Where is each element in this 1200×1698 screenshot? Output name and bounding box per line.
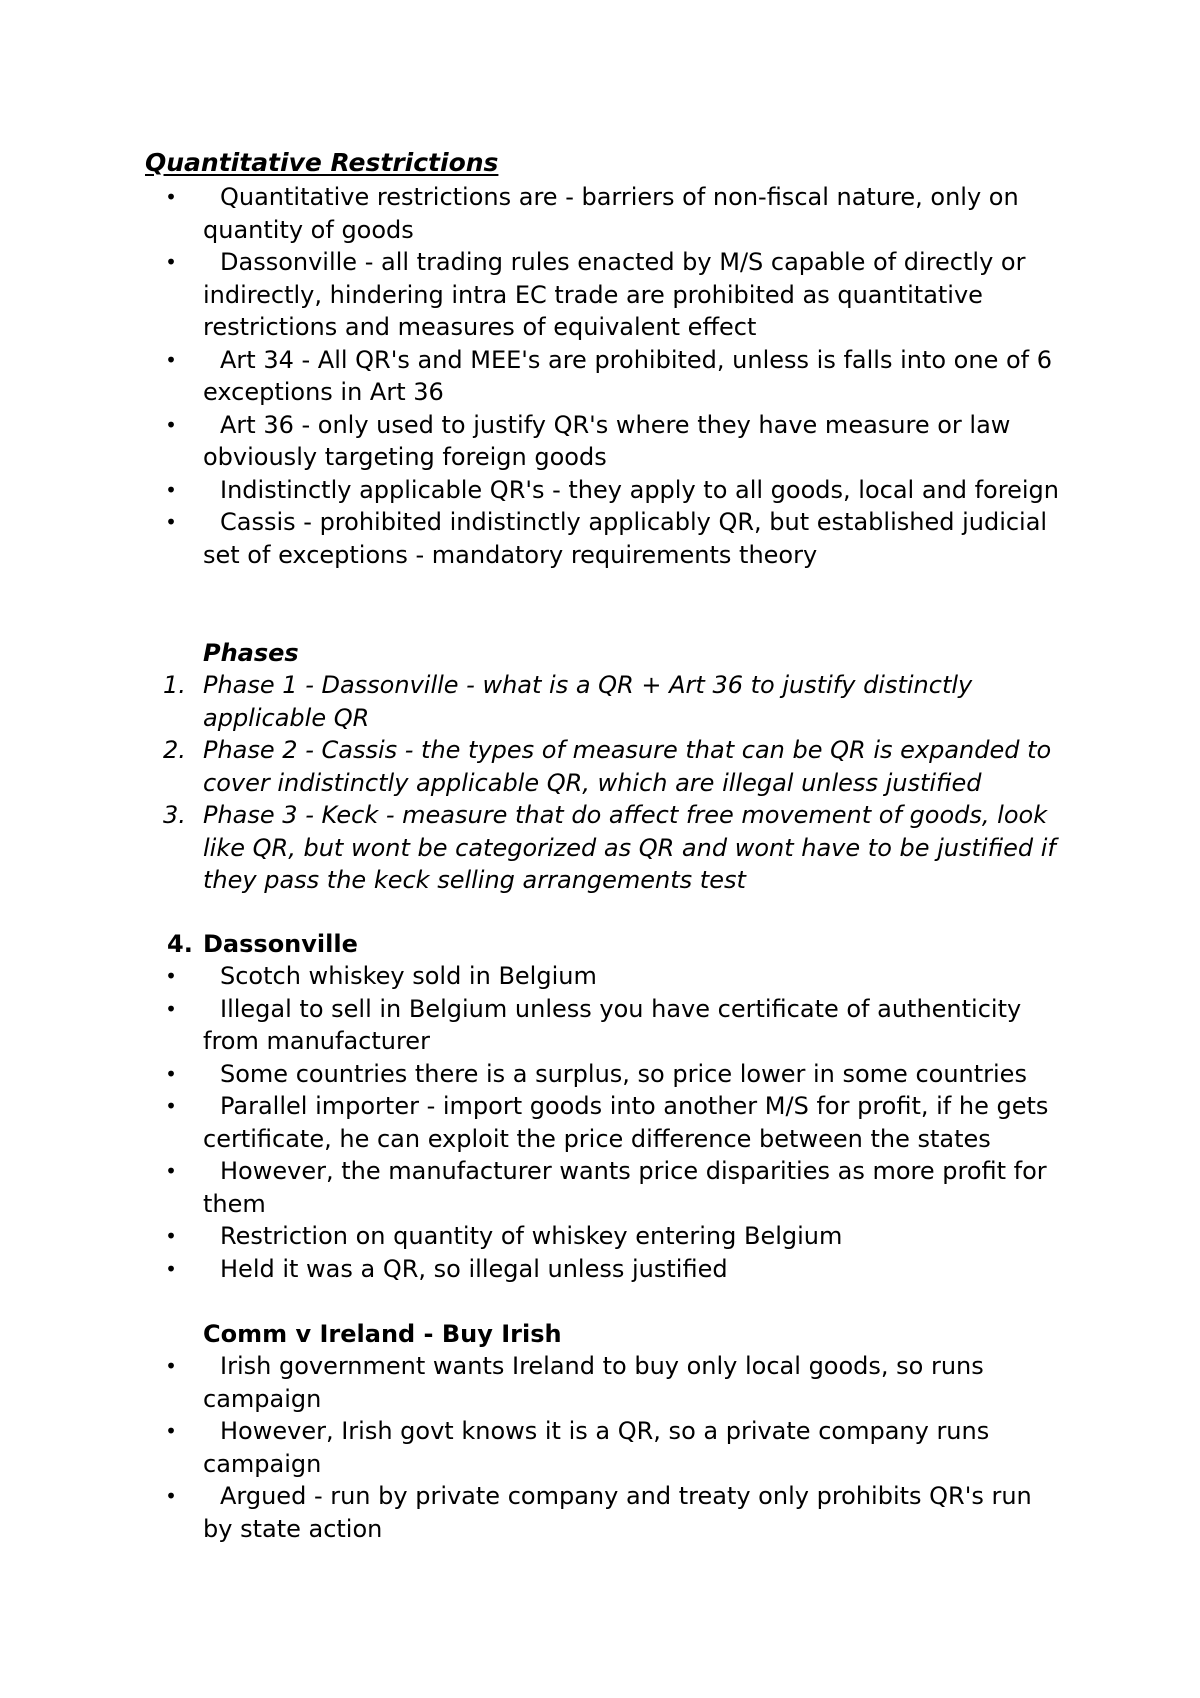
list-item: • Art 36 - only used to justify QR's where they have measure or law obviously targeting foreign goods (165, 410, 1011, 471)
list-item: 3. Phase 3 - Keck - measure that do affect free movement of goods, look like QR, but wont be categorized as QR and wont have to be justified if they pass the keck selling arrangements test (163, 801, 1056, 894)
bullet-icon: • (165, 1159, 177, 1183)
phases-heading: Phases (203, 639, 299, 667)
list-number: 1. (163, 671, 186, 699)
bullet-icon: • (165, 250, 177, 274)
list-item: • Held it was a QR, so illegal unless justified (0, 1253, 1068, 1286)
list-item: • Some countries there is a surplus, so price lower in some countries (0, 1058, 1068, 1091)
bullet-icon: • (165, 412, 177, 437)
section-number: 4. (167, 930, 193, 958)
bullet-icon: • (165, 1094, 177, 1118)
bullet-icon: • (165, 1061, 177, 1086)
list-item: • However, Irish govt knows it is a QR, so a private company runs campaign (165, 1417, 990, 1478)
dassonville-heading: 4. Dassonville (167, 930, 358, 958)
list-number: 3. (163, 801, 186, 829)
bullet-icon: • (165, 996, 177, 1021)
comm-ireland-bullet-list (0, 1350, 1200, 1545)
bullet-icon: • (165, 1354, 177, 1378)
list-item: • Indistinctly applicable QR's - they apply to all goods, local and foreign (0, 474, 1068, 507)
list-item: • Scotch whiskey sold in Belgium (0, 960, 1068, 993)
bullet-icon: • (165, 1419, 177, 1443)
bullet-icon: • (165, 510, 177, 534)
dassonville-bullet-list (0, 960, 1200, 1285)
list-item: • Cassis - prohibited indistinctly applicably QR, but established judicial set of exceptions - mandatory requirements theory (165, 508, 1048, 569)
list-item: • Argued - run by private company and treaty only prohibits QR's run by state action (165, 1482, 1032, 1543)
bullet-icon: • (165, 1256, 177, 1281)
intro-bullet-list (0, 181, 1200, 571)
list-item: • Art 34 - All QR's and MEE's are prohibited, unless is falls into one of 6 exceptions in Art 36 (165, 345, 1052, 406)
list-item: • Restriction on quantity of whiskey entering Belgium (0, 1220, 1068, 1253)
page-title: Quantitative Restrictions (145, 148, 499, 177)
list-item: 2. Phase 2 - Cassis - the types of measure that can be QR is expanded to cover indistinctly applicable QR, which are illegal unless justified (163, 736, 1052, 797)
bullet-icon: • (165, 964, 177, 988)
list-item: • Parallel importer - import goods into another M/S for profit, if he gets certificate, he can exploit the price difference between the states (165, 1092, 1049, 1153)
list-item: • Irish government wants Ireland to buy only local goods, so runs campaign (165, 1352, 984, 1413)
bullet-icon: • (165, 185, 177, 209)
list-item: • Quantitative restrictions are - barriers of non-fiscal nature, only on quantity of goods (165, 183, 1019, 244)
list-item: 1. Phase 1 - Dassonville - what is a QR + Art 36 to justify distinctly applicable QR (163, 671, 973, 732)
list-number: 2. (163, 736, 186, 764)
list-item: • However, the manufacturer wants price disparities as more profit for them (165, 1157, 1047, 1218)
comm-ireland-heading: Comm v Ireland - Buy Irish (203, 1320, 562, 1348)
list-item: • Illegal to sell in Belgium unless you have certificate of authenticity from manufacturer (165, 994, 1022, 1055)
bullet-icon: • (165, 477, 177, 502)
bullet-icon: • (165, 347, 177, 372)
bullet-icon: • (165, 1224, 177, 1248)
list-item: • Dassonville - all trading rules enacted by M/S capable of directly or indirectly, hindering intra EC trade are prohibited as quantitative restrictions and measures of equivalent effect (165, 248, 1026, 341)
phases-list (0, 669, 1200, 897)
bullet-icon: • (165, 1484, 177, 1508)
